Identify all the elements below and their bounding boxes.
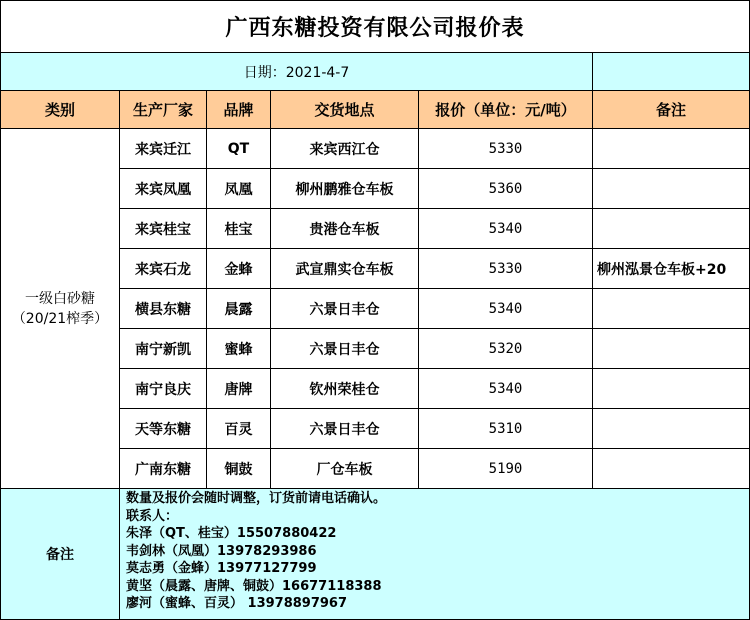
note-cell xyxy=(593,449,750,489)
brand-cell: 铜鼓 xyxy=(207,449,271,489)
delivery-cell: 厂仓车板 xyxy=(271,449,419,489)
delivery-cell: 来宾西江仓 xyxy=(271,129,419,169)
price-cell: 5330 xyxy=(419,129,593,169)
date-cell xyxy=(1,53,593,91)
factory-cell: 南宁新凯 xyxy=(120,329,207,369)
price-cell: 5340 xyxy=(419,369,593,409)
header-factory: 生产厂家 xyxy=(120,91,207,129)
brand-cell: 晨露 xyxy=(207,289,271,329)
delivery-cell: 六景日丰仓 xyxy=(271,289,419,329)
brand-cell: 百灵 xyxy=(207,409,271,449)
notes-line: 莫志勇（金蜂）13977127799 xyxy=(126,561,317,576)
factory-cell: 天等东糖 xyxy=(120,409,207,449)
brand-cell: 金蜂 xyxy=(207,249,271,289)
factory-cell: 南宁良庆 xyxy=(120,369,207,409)
header-price: 报价（单位：元/吨） xyxy=(419,91,593,129)
table-row xyxy=(1,129,750,169)
category-line1: 一级白砂糖 xyxy=(25,290,95,307)
notes-row xyxy=(1,489,750,620)
sheet-title: 广西东糖投资有限公司报价表 xyxy=(1,1,750,53)
notes-line: 黄坚（晨露、唐牌、铜鼓）16677118388 xyxy=(126,578,382,594)
factory-cell: 来宾桂宝 xyxy=(120,209,207,249)
notes-line: 廖河（蜜蜂、百灵） 13978897967 xyxy=(126,596,348,611)
price-cell: 5340 xyxy=(419,289,593,329)
note-cell xyxy=(593,369,750,409)
date-label: 日期： xyxy=(243,64,286,81)
price-cell: 5330 xyxy=(419,249,593,289)
date-row-empty-cell xyxy=(593,53,750,91)
header-brand: 品牌 xyxy=(207,91,271,129)
delivery-cell: 六景日丰仓 xyxy=(271,409,419,449)
delivery-cell: 六景日丰仓 xyxy=(271,329,419,369)
brand-cell: 蜜蜂 xyxy=(207,329,271,369)
note-cell xyxy=(593,169,750,209)
header-category: 类别 xyxy=(1,91,120,129)
brand-cell: 凤凰 xyxy=(207,169,271,209)
price-cell: 5340 xyxy=(419,209,593,249)
delivery-cell: 钦州荣桂仓 xyxy=(271,369,419,409)
delivery-cell: 柳州鹏雅仓车板 xyxy=(271,169,419,209)
note-cell xyxy=(593,329,750,369)
note-cell xyxy=(593,129,750,169)
delivery-cell: 贵港仓车板 xyxy=(271,209,419,249)
price-cell: 5310 xyxy=(419,409,593,449)
notes-line: 数量及报价会随时调整，订货前请电话确认。 xyxy=(126,491,387,506)
date-row xyxy=(1,53,750,91)
factory-cell: 来宾迁江 xyxy=(120,129,207,169)
price-cell: 5320 xyxy=(419,329,593,369)
category-line2: （20/21榨季） xyxy=(11,310,109,327)
notes-body xyxy=(120,489,750,620)
brand-cell: QT xyxy=(207,129,271,169)
header-row xyxy=(1,91,750,129)
price-cell: 5360 xyxy=(419,169,593,209)
factory-cell: 横县东糖 xyxy=(120,289,207,329)
date-value: 2021-4-7 xyxy=(285,64,350,81)
category-cell xyxy=(1,129,120,489)
note-cell xyxy=(593,409,750,449)
notes-line: 韦剑林（凤凰）13978293986 xyxy=(126,543,317,559)
header-note: 备注 xyxy=(593,91,750,129)
brand-cell: 唐牌 xyxy=(207,369,271,409)
note-cell xyxy=(593,209,750,249)
brand-cell: 桂宝 xyxy=(207,209,271,249)
price-cell: 5190 xyxy=(419,449,593,489)
delivery-cell: 武宣鼎实仓车板 xyxy=(271,249,419,289)
notes-label: 备注 xyxy=(1,489,120,620)
factory-cell: 来宾凤凰 xyxy=(120,169,207,209)
notes-line: 朱泽（QT、桂宝）15507880422 xyxy=(126,526,337,541)
note-cell xyxy=(593,289,750,329)
note-cell: 柳州泓景仓车板+20 xyxy=(593,249,750,289)
title-row xyxy=(1,1,750,53)
factory-cell: 广南东糖 xyxy=(120,449,207,489)
notes-line: 联系人： xyxy=(126,508,179,524)
header-delivery: 交货地点 xyxy=(271,91,419,129)
factory-cell: 来宾石龙 xyxy=(120,249,207,289)
